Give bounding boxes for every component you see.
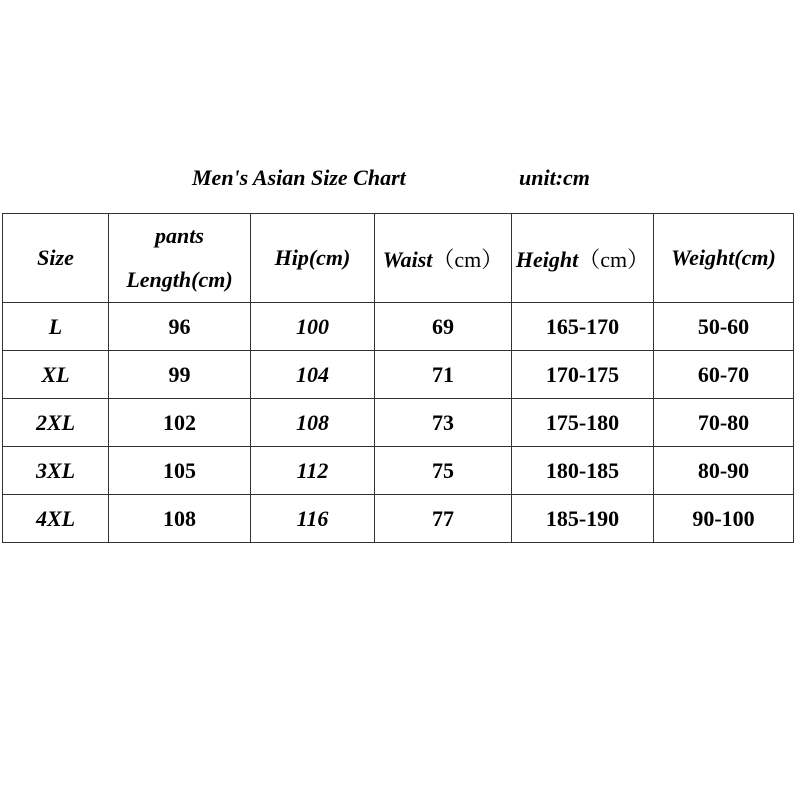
table-row xyxy=(3,495,794,543)
header-pants-length xyxy=(109,214,251,303)
cell-waist: 77 xyxy=(375,495,512,543)
cell-height: 180-185 xyxy=(512,447,654,495)
header-weight: Weight(cm) xyxy=(654,214,794,303)
header-waist-unit: （cm） xyxy=(432,246,504,272)
header-hip: Hip(cm) xyxy=(251,214,375,303)
cell-pants-length: 102 xyxy=(109,399,251,447)
cell-hip: 108 xyxy=(251,399,375,447)
header-height-unit: （cm） xyxy=(578,246,650,272)
cell-size: 3XL xyxy=(3,447,109,495)
cell-size: XL xyxy=(3,351,109,399)
cell-weight: 60-70 xyxy=(654,351,794,399)
cell-height: 165-170 xyxy=(512,303,654,351)
unit-label: unit:cm xyxy=(519,165,590,190)
chart-title-row xyxy=(0,165,800,197)
cell-size: L xyxy=(3,303,109,351)
cell-hip: 104 xyxy=(251,351,375,399)
cell-pants-length: 108 xyxy=(109,495,251,543)
cell-waist: 69 xyxy=(375,303,512,351)
cell-hip: 100 xyxy=(251,303,375,351)
header-pants-line1: pants xyxy=(155,223,204,248)
cell-height: 170-175 xyxy=(512,351,654,399)
table-row xyxy=(3,303,794,351)
cell-size: 2XL xyxy=(3,399,109,447)
cell-height: 175-180 xyxy=(512,399,654,447)
cell-waist: 71 xyxy=(375,351,512,399)
cell-weight: 80-90 xyxy=(654,447,794,495)
header-waist xyxy=(375,214,512,303)
cell-pants-length: 99 xyxy=(109,351,251,399)
header-height xyxy=(512,214,654,303)
cell-weight: 50-60 xyxy=(654,303,794,351)
cell-weight: 90-100 xyxy=(654,495,794,543)
cell-height: 185-190 xyxy=(512,495,654,543)
cell-weight: 70-80 xyxy=(654,399,794,447)
header-size: Size xyxy=(3,214,109,303)
table-row xyxy=(3,351,794,399)
header-height-label: Height xyxy=(515,246,579,272)
cell-pants-length: 105 xyxy=(109,447,251,495)
header-pants-line2: Length(cm) xyxy=(126,267,233,292)
cell-pants-length: 96 xyxy=(109,303,251,351)
table-row xyxy=(3,447,794,495)
chart-title: Men's Asian Size Chart xyxy=(192,165,406,190)
header-waist-label: Waist xyxy=(382,246,433,272)
size-table xyxy=(2,213,794,543)
table-row xyxy=(3,399,794,447)
header-row xyxy=(3,214,794,303)
cell-hip: 116 xyxy=(251,495,375,543)
cell-waist: 73 xyxy=(375,399,512,447)
cell-hip: 112 xyxy=(251,447,375,495)
cell-waist: 75 xyxy=(375,447,512,495)
cell-size: 4XL xyxy=(3,495,109,543)
